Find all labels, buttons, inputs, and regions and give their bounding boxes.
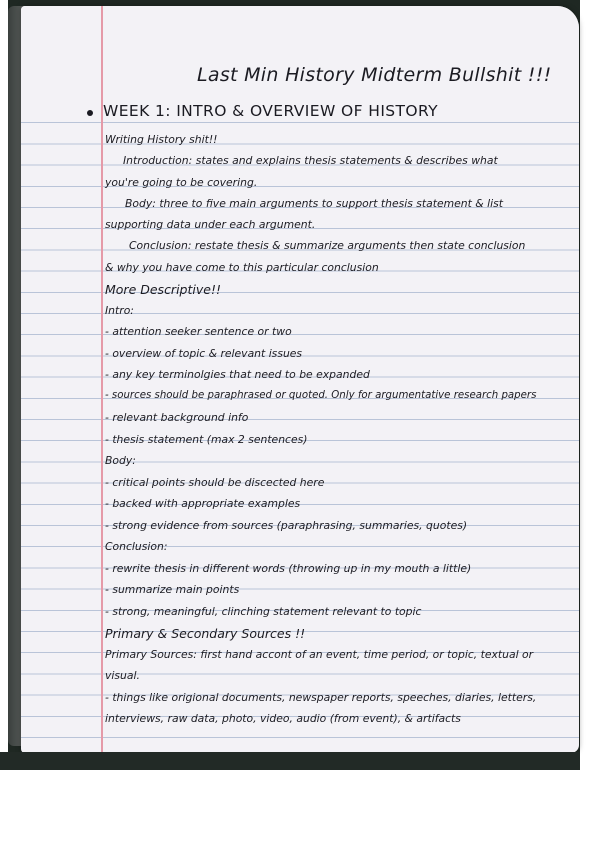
note-line: - summarize main points <box>105 583 240 596</box>
note-line: interviews, raw data, photo, video, audio (from event), & artifacts <box>105 712 461 725</box>
note-line: - sources should be paraphrased or quoted. Only for argumentative research papers <box>105 390 537 401</box>
note-line: - thesis statement (max 2 sentences) <box>105 433 308 446</box>
note-line: & why you have come to this particular conclusion <box>105 261 379 274</box>
note-line: Introduction: states and explains thesis statements & describes what <box>123 154 498 167</box>
note-line: Writing History shit!! <box>105 133 218 146</box>
note-line: - overview of topic & relevant issues <box>105 347 303 360</box>
note-line: Conclusion: restate thesis & summarize arguments then state conclusion <box>129 239 526 252</box>
section-heading: More Descriptive!! <box>105 282 221 297</box>
note-line: Body: three to five main arguments to support thesis statement & list <box>125 197 504 210</box>
section-label: Intro: <box>105 304 134 317</box>
note-line: - critical points should be discected here <box>105 476 325 489</box>
page-title: Last Min History Midterm Bullshit !!! <box>197 64 552 86</box>
note-line: Primary Sources: first hand accont of an event, time period, or topic, textual or <box>105 648 534 661</box>
note-line: - things like origional documents, newspaper reports, speeches, diaries, letters, <box>105 691 537 704</box>
note-line: - backed with appropriate examples <box>105 497 301 510</box>
note-line: - attention seeker sentence or two <box>105 325 292 338</box>
bullet-point <box>87 110 93 116</box>
note-line: - strong evidence from sources (paraphrasing, summaries, quotes) <box>105 519 468 532</box>
note-line: visual. <box>105 669 140 682</box>
table-surface <box>0 752 580 770</box>
page-header-area <box>21 6 579 102</box>
notebook-page <box>21 6 579 753</box>
section-label: Body: <box>105 454 136 467</box>
week-heading: WEEK 1: INTRO & OVERVIEW OF HISTORY <box>103 102 439 120</box>
note-line: - strong, meaningful, clinching statement relevant to topic <box>105 605 422 618</box>
section-heading: Primary & Secondary Sources !! <box>105 626 306 641</box>
note-line: you're going to be covering. <box>105 176 258 189</box>
note-line: supporting data under each argument. <box>105 218 316 231</box>
section-label: Conclusion: <box>105 540 168 553</box>
note-line: - any key terminolgies that need to be expanded <box>105 368 370 381</box>
note-line: - rewrite thesis in different words (throwing up in my mouth a little) <box>105 562 472 575</box>
note-line: - relevant background info <box>105 411 249 424</box>
